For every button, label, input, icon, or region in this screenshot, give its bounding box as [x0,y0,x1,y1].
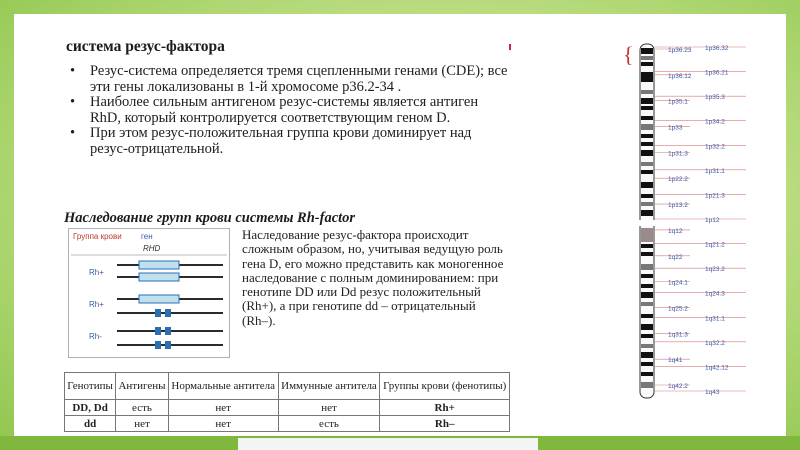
band-label-right: 1q32.2 [705,339,725,347]
band-label-right: 1p35.3 [705,94,725,102]
band-label-right: 1p36.21 [705,69,729,77]
chromosome-band [641,78,653,82]
band-label-left: 1q41 [668,357,683,365]
table-header: Антигены [116,373,169,400]
chromosome-band [641,202,653,206]
table-cell: есть [278,416,380,432]
band-label-right: 1q43 [705,389,720,396]
band-label-right: 1q23.2 [705,266,725,274]
band-label-left: 1p36.23 [668,47,692,54]
decorative-mark [509,44,511,50]
table-row [65,416,510,432]
doc-subtitle: Наследование групп крови системы Rh-factor [64,210,356,226]
chromosome-band [641,274,653,278]
genotype-table [64,372,510,432]
scheme-gene-mark [165,341,171,349]
chromosome-band [641,56,653,60]
chromosome-band [641,124,653,130]
chromosome-band [641,264,653,270]
scheme-gene-mark [155,309,161,317]
chromosome-band [641,194,653,198]
scheme-gene-mark [165,309,171,317]
chromosome-band [641,142,653,146]
chromosome-band [641,98,653,104]
bullet-list [68,64,508,157]
band-label-right: 1p12 [705,217,720,224]
scheme-row-label: Rh+ [89,268,104,277]
table-cell: нет [116,416,169,432]
scheme-gene-box [139,295,179,303]
chromosome-band [641,116,653,120]
centromere-constriction [639,220,655,226]
chromosome-drawing [623,38,746,404]
chromosome-band [641,372,653,376]
chromosome-band [641,302,653,306]
chromosome-band [641,134,653,138]
scheme-gene-mark [155,341,161,349]
chromosome-band [641,352,653,358]
band-label-right: 1q42.12 [705,364,729,372]
chromosome-band [641,314,653,318]
bracket-mark: { [623,42,634,67]
table-header: Иммунные антитела [278,373,380,400]
band-label-left: 1q12 [668,227,683,235]
band-label-right: 1p34.2 [705,118,725,126]
chromosome-band [641,292,653,298]
band-label-right: 1p32.2 [705,143,725,151]
chromosome-band [641,48,653,54]
chromosome-band [641,62,653,66]
table-cell: нет [168,400,278,416]
chromosome-band [641,150,653,156]
table-cell: DD, Dd [65,400,116,416]
band-label-left: 1p33 [668,124,683,132]
chromosome-band [641,72,653,78]
chromosome-band [641,382,653,388]
band-label-left: 1q42.2 [668,383,688,390]
band-label-left: 1p35.1 [668,98,688,106]
inheritance-text: Наследование резус-фактора происходит сложным образом, но, учитывая ведущую роль гена D, его можно представить как моногенное наследование с полным доминированием: при генотипе DD или Dd резус положительный (Rh+), а при генотипе dd – отрицательный (Rh–). [242,227,504,328]
table-cell: есть [116,400,169,416]
table-header-row [65,373,510,400]
band-label-left: 1p22.2 [668,176,688,184]
band-label-right: 1p31.1 [705,167,725,175]
band-label-left: 1p31.3 [668,150,688,158]
band-label-right: 1q21.2 [705,241,725,249]
table-row [65,400,510,416]
band-label-right: 1q24.3 [705,290,725,298]
scheme-row-label: Rh- [89,332,102,341]
chromosome-band [641,334,653,338]
scheme-gene-box [139,273,179,281]
band-label-left: 1p36.12 [668,72,692,80]
band-label-right: 1p21.3 [705,192,725,200]
table-cell: dd [65,416,116,432]
table-cell: Rh– [380,416,510,432]
slide-bottom-strip [238,438,538,450]
band-label-left: 1q22 [668,253,683,261]
table-header: Нормальные антитела [168,373,278,400]
scheme-gene-box [139,261,179,269]
table-header: Генотипы [65,373,116,400]
chromosome-band [641,106,653,110]
chromosome-band [641,362,653,366]
band-label-left: 1q24.1 [668,279,688,287]
chromosome-band [641,324,653,330]
band-label-left: 1q31.3 [668,331,688,339]
scheme-row-label: Rh+ [89,300,104,309]
band-label-left: 1p13.2 [668,202,688,210]
doc-title: система резус-фактора [66,38,225,55]
bullet-item: • Резус-система определяется тремя сцепленными генами (CDE); все эти гены локализованы в 1-й хромосоме р36.2-34 . [70,63,508,95]
table-cell: нет [278,400,380,416]
chromosome-band [641,90,653,94]
scheme-gene-name: RHD [143,244,161,253]
band-label-left: 1q25.2 [668,305,688,313]
document-image [58,30,513,436]
table-header: Группы крови (фенотипы) [380,373,510,400]
table-cell: Rh+ [380,400,510,416]
table-cell: нет [168,416,278,432]
bullet-item: • Наиболее сильным антигеном резус-системы является антиген RhD, который контролируется соответствующим геном D. [70,94,479,126]
band-label-right: 1q31.1 [705,315,725,323]
scheme-gene-mark [165,327,171,335]
chromosome-ideogram [623,38,746,404]
chromosome-band [641,284,653,288]
centromere-band [641,228,653,242]
chromosome-band [641,182,653,188]
chromosome-band [641,244,653,248]
chromosome-band [641,252,653,256]
bullet-item: • При этом резус-положительная группа крови доминирует над резус-отрицательной. [70,125,472,157]
chromosome-band [641,162,653,166]
chromosome-band [641,170,653,174]
chromosome-band [641,344,653,348]
chromosome-band [641,210,653,216]
scheme-col-gene: ген [141,232,153,241]
band-label-right: 1p36.32 [705,45,729,52]
scheme-gene-mark [155,327,161,335]
scheme-col-group: Группа крови [73,232,122,241]
inheritance-scheme [68,228,230,358]
scheme-drawing [69,229,229,357]
